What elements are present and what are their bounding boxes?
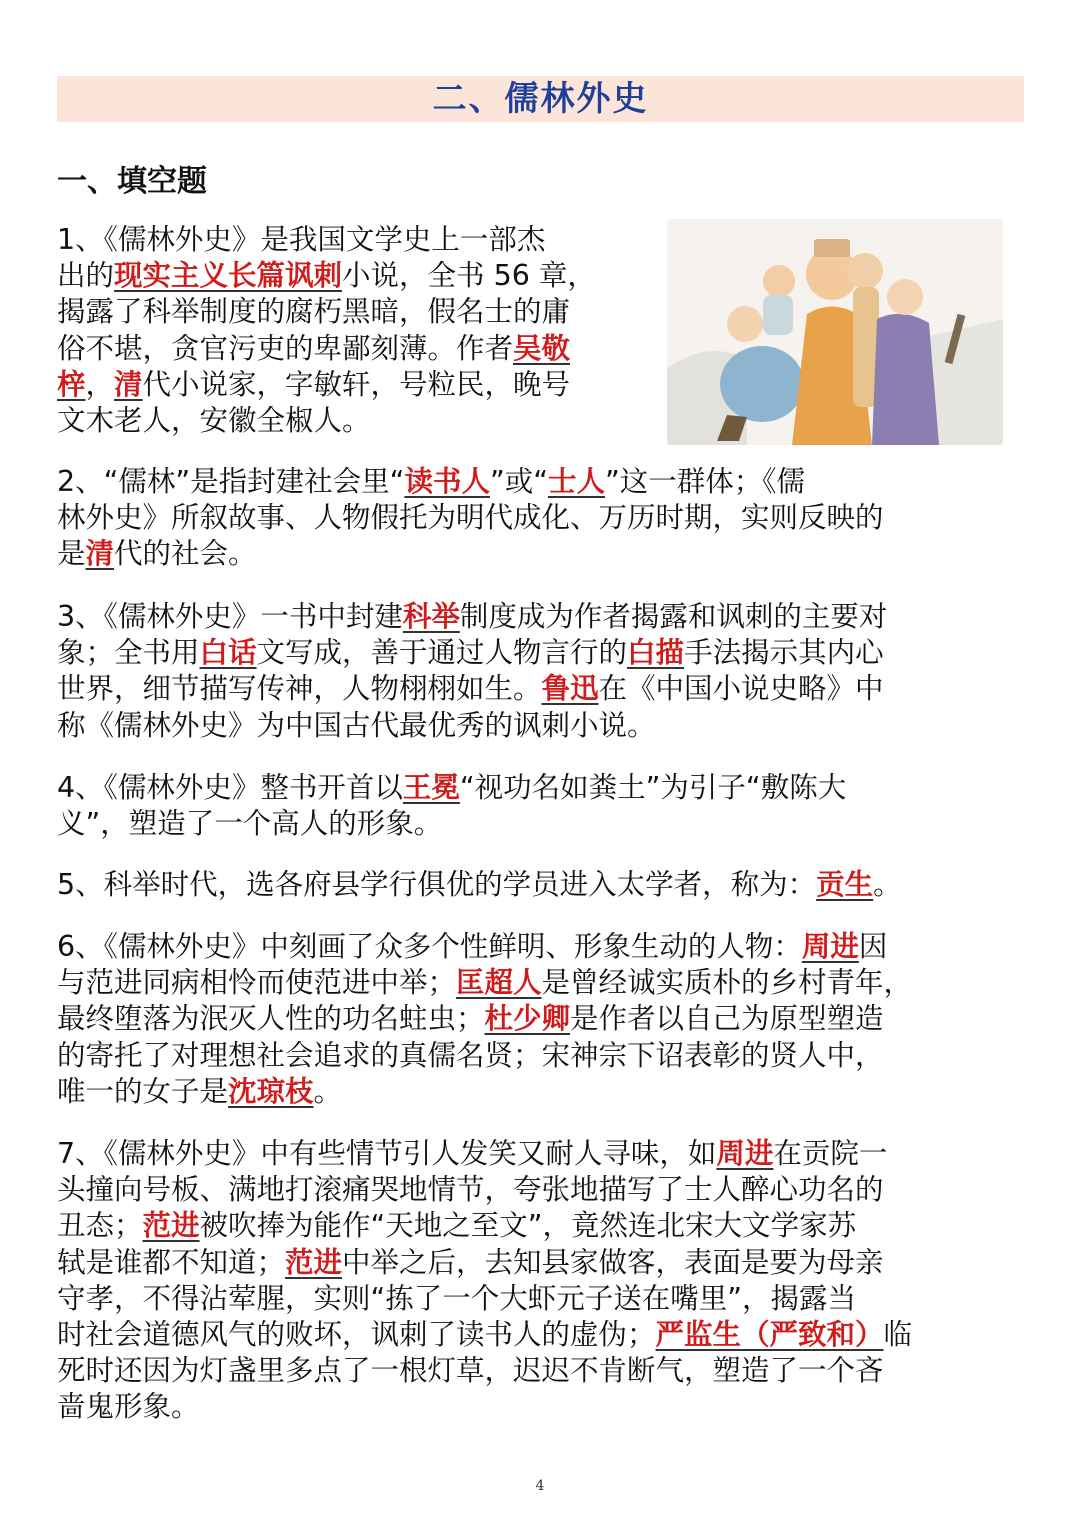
- answer-blank: 范进: [142, 1209, 200, 1243]
- answer-blank: 范进: [285, 1245, 343, 1279]
- paragraph-text: ，: [85, 367, 115, 401]
- paragraph-4: [57, 770, 1027, 842]
- answer-blank: 王冕: [402, 771, 460, 804]
- paragraph-text: 唯一的女子是: [57, 1074, 229, 1108]
- paragraph-3: [57, 599, 1027, 744]
- answer-blank: 鲁迅: [541, 672, 599, 706]
- paragraph-text: 揭露了科举制度的腐朽黑暗，假名士的庸: [57, 295, 571, 329]
- paragraph-5: [57, 867, 1027, 903]
- paragraph-text: 是曾经诚实质朴的乡村青年，: [541, 966, 913, 1000]
- paragraph-text: 的寄托了对理想社会追求的真儒名贤；宋神宗下诏表彰的贤人中，: [57, 1038, 884, 1072]
- answer-blank: 白话: [199, 636, 257, 670]
- paragraph-text: 代的社会。: [114, 537, 257, 571]
- paragraph-text: 在贡院一: [773, 1137, 888, 1170]
- answer-blank: 白描: [627, 636, 685, 670]
- paragraph-text: 最终堕落为泯灭人性的功名蛀虫；: [57, 1002, 485, 1036]
- paragraph-text: 中举之后，去知县家做客，表面是要为母亲: [342, 1245, 884, 1279]
- paragraph-text: ”这一群体；《儒: [605, 465, 806, 498]
- scholars-illustration: [667, 219, 1003, 445]
- paragraph-text: 出的: [57, 259, 115, 293]
- paragraph-text: 3、《儒林外史》一书中封建: [57, 600, 403, 633]
- paragraph-text: 。: [313, 1074, 343, 1108]
- answer-blank: 沈琼枝: [228, 1074, 314, 1108]
- paragraph-text: 象；全书用: [57, 636, 200, 670]
- paragraph-text: 是: [57, 537, 86, 571]
- paragraph-text: 林外史》所叙故事、人物假托为明代成化、万历时期，实则反映的: [57, 501, 884, 535]
- paragraph-text: 文写成，善于通过人物言行的: [256, 636, 628, 670]
- title-bar: [57, 76, 1024, 122]
- paragraph-text: 7、《儒林外史》中有些情节引人发笑又耐人寻味，如: [57, 1137, 717, 1170]
- paragraph-text: 1、《儒林外史》是我国文学史上一部杰: [57, 223, 546, 256]
- paragraph-text: ”或“: [489, 465, 548, 498]
- paragraph-text: 在《中国小说史略》中: [598, 672, 884, 706]
- paragraph-text: 2、“儒林”是指封建社会里“: [57, 465, 405, 498]
- paragraph-text: 因: [858, 930, 888, 963]
- paragraph-text: “视功名如粪土”为引子“敷陈大: [459, 771, 847, 804]
- answer-blank: 周进: [801, 930, 859, 963]
- answer-blank: 现实主义长篇讽刺: [114, 259, 343, 293]
- paragraph-2: [57, 464, 1027, 573]
- answer-blank: 严监生（严致和）: [655, 1318, 884, 1352]
- paragraph-text: 守孝，不得沾荤腥，实则“拣了一个大虾元子送在嘴里”，揭露当: [57, 1281, 857, 1315]
- paragraph-text: 被吹捧为能作“天地之至文”，竟然连北宋大文学家苏: [199, 1209, 857, 1243]
- paragraph-text: 临: [883, 1318, 913, 1352]
- answer-blank: 读书人: [404, 465, 490, 498]
- paragraph-text: 4、《儒林外史》整书开首以: [57, 771, 403, 804]
- paragraph-text: 死时还因为灯盏里多点了一根灯草，迟迟不肯断气，塑造了一个吝: [57, 1354, 884, 1388]
- page-number: 4: [535, 1478, 545, 1494]
- answer-blank: 梓: [57, 367, 86, 401]
- paragraph-text: 义”，塑造了一个高人的形象。: [57, 807, 443, 841]
- paragraph-1: [57, 222, 657, 439]
- paragraph-text: 时社会道德风气的败坏，讽刺了读书人的虚伪；: [57, 1318, 656, 1352]
- paragraph-text: 6、《儒林外史》中刻画了众多个性鲜明、形象生动的人物：: [57, 930, 802, 963]
- answer-blank: 吴敬: [513, 331, 571, 365]
- paragraph-text: 5、科举时代，选各府县学行俱优的学员进入太学者，称为：: [57, 868, 817, 901]
- answer-blank: 匡超人: [456, 966, 542, 1000]
- paragraph-text: 手法揭示其内心: [684, 636, 884, 670]
- paragraph-text: 轼是谁都不知道；: [57, 1245, 286, 1279]
- paragraph-text: 是作者以自己为原型塑造: [570, 1002, 884, 1036]
- answer-blank: 贡生: [816, 868, 874, 901]
- section-heading: 一、填空题: [57, 164, 207, 199]
- answer-blank: 士人: [547, 465, 605, 498]
- paragraph-text: 制度成为作者揭露和讽刺的主要对: [459, 600, 888, 633]
- paragraph-text: 俗不堪，贪官污吏的卑鄙刻薄。作者: [57, 331, 514, 365]
- paragraph-text: 小说，全书 56 章，: [342, 259, 596, 293]
- paragraph-7: [57, 1136, 1027, 1426]
- paragraph-text: 。: [873, 868, 902, 901]
- paragraph-text: 代小说家，字敏轩，号粒民，晚号: [142, 367, 571, 401]
- page-title: 二、儒林外史: [432, 79, 649, 119]
- answer-blank: 杜少卿: [484, 1002, 571, 1036]
- paragraph-text: 头撞向号板、满地打滚痛哭地情节，夸张地描写了士人醉心功名的: [57, 1173, 884, 1207]
- paragraph-text: 世界，细节描写传神，人物栩栩如生。: [57, 672, 542, 706]
- paragraph-text: 称《儒林外史》为中国古代最优秀的讽刺小说。: [57, 708, 656, 742]
- answer-blank: 清: [85, 537, 115, 571]
- answer-blank: 科举: [402, 600, 460, 633]
- paragraph-text: 啬鬼形象。: [57, 1390, 200, 1424]
- paragraph-text: 丑态；: [57, 1209, 143, 1243]
- answer-blank: 清: [114, 367, 143, 401]
- answer-blank: 周进: [716, 1137, 774, 1170]
- paragraph-6: [57, 929, 1027, 1110]
- paragraph-text: 文木老人，安徽全椒人。: [57, 404, 371, 438]
- paragraph-text: 与范进同病相怜而使范进中举；: [57, 966, 457, 1000]
